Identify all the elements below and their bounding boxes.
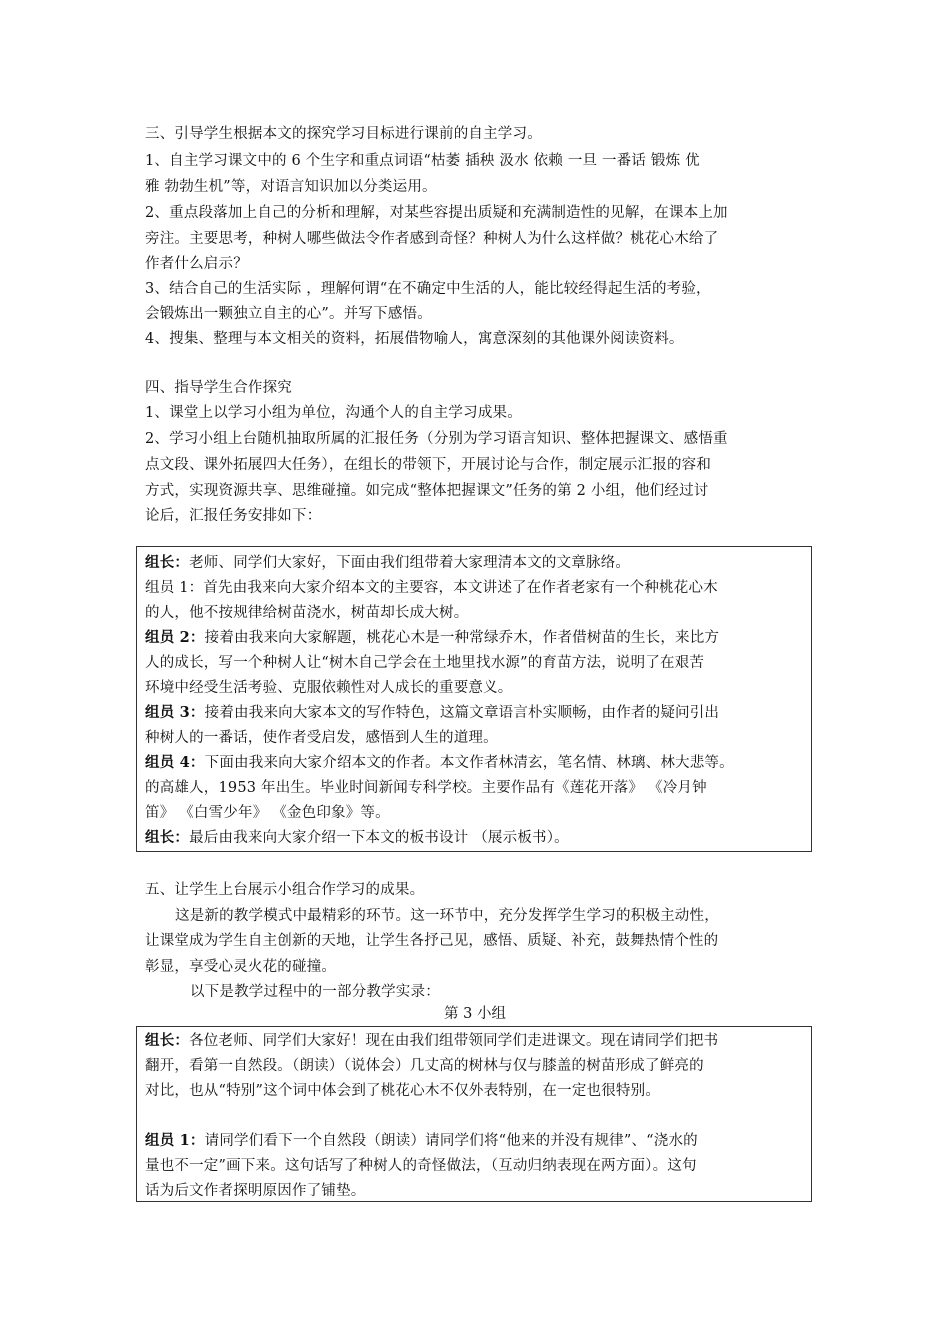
section4-item2-cont: 点文段、课外拓展四大任务），在组长的带领下，开展讨论与合作，制定展示汇报的容和 [145,457,712,473]
box1-row4 [145,703,719,723]
section3-title: 三、引导学生根据本文的探究学习目标进行课前的自主学习。 [145,126,542,142]
section3-item3-cont: 会锻炼出一颗独立自主的心”。并写下感悟。 [145,306,432,322]
box1-row3-cont2: 环境中经受生活考验、克服依赖性对人成长的重要意义。 [145,680,513,696]
box1-row2 [145,578,718,598]
speaker-text: 下面由我来向大家介绍本文的作者。本文作者林清玄，笔名情、林璃、林大悲等。 [204,755,734,771]
box2-row2 [145,1131,698,1151]
speaker-label: 组长： [145,1032,190,1049]
section5-para2: 以下是教学过程中的一部分教学实录： [190,984,440,1000]
speaker-text: 首先由我来向大家介绍本文的主要容，本文讲述了在作者老家有一个种桃花心木 [203,580,718,596]
box2-row1 [145,1031,718,1051]
box1-row5 [145,753,734,773]
section4-item2: 2、学习小组上台随机抽取所属的汇报任务（分别为学习语言知识、整体把握课文、感悟重 [145,431,728,447]
box1-row5-cont: 的高雄人，1953 年出生。毕业时间新闻专科学校。主要作品有《莲花开落》 《冷月钟 [145,780,707,796]
group3-record-box [136,1026,812,1202]
section5-para1: 这是新的教学模式中最精彩的环节。这一环节中，充分发挥学生学习的积极主动性， [175,908,719,924]
section3-item4: 4、搜集、整理与本文相关的资料，拓展借物喻人，寓意深刻的其他课外阅读资料。 [145,331,684,347]
speaker-label: 组员 3： [145,704,205,721]
section5-para1-cont2: 彰显，享受心灵火花的碰撞。 [145,959,337,975]
section5-title: 五、让学生上台展示小组合作学习的成果。 [145,882,425,898]
section4-item1: 1、课堂上以学习小组为单位，沟通个人的自主学习成果。 [145,405,522,421]
section3-item1-cont: 雅 勃勃生机”等，对语言知识加以分类运用。 [145,179,437,195]
box1-row2-cont: 的人，他不按规律给树苗浇水，树苗却长成大树。 [145,605,469,621]
section4-item2-cont3: 论后，汇报任务安排如下： [145,508,322,524]
box1-row4-cont: 种树人的一番话，使作者受启发，感悟到人生的道理。 [145,730,498,746]
speaker-text: 接着由我来向大家本文的写作特色，这篇文章语言朴实顺畅，由作者的疑问引出 [204,705,720,721]
speaker-text: 老师、同学们大家好，下面由我们组带着大家理清本文的文章脉络。 [189,555,631,571]
box1-row6 [145,828,569,848]
speaker-text: 接着由我来向大家解题，桃花心木是一种常绿乔木，作者借树苗的生长，来比方 [204,630,720,646]
section5-para1-cont: 让课堂成为学生自主创新的天地，让学生各抒己见，感悟、质疑、补充，鼓舞热情个性的 [145,933,719,949]
box2-row2-cont: 量也不一定”画下来。这句话写了种树人的奇怪做法，（互动归纳表现在两方面）。这句 [145,1158,697,1174]
speaker-label: 组员 4： [145,754,205,771]
section3-item1: 1、自主学习课文中的 6 个生字和重点词语“枯萎 插秧 汲水 依赖 一旦 一番话 锻炼 优 [145,153,700,169]
section3-item2-cont2: 作者什么启示？ [145,256,248,272]
section3-item2-cont: 旁注。主要思考，种树人哪些做法令作者感到奇怪？种树人为什么这样做？桃花心木给了 [145,231,719,247]
speaker-text: 各位老师、同学们大家好！现在由我们组带领同学们走进课文。现在请同学们把书 [189,1033,719,1049]
section3-item3: 3、结合自己的生活实际 ，理解何谓“在不确定中生活的人，能比较经得起生活的考验， [145,281,711,297]
box2-row1-cont2: 对比，也从“特别”这个词中体会到了桃花心木不仅外表特别，在一定也很特别。 [145,1083,661,1099]
group2-report-box [136,546,812,852]
box2-row2-cont2: 话为后文作者探明原因作了铺垫。 [145,1183,366,1199]
box1-row5-cont2: 笛》 《白雪少年》 《金色印象》等。 [145,805,390,821]
speaker-label: 组员 1： [145,580,204,596]
section4-item2-cont2: 方式，实现资源共享、思维碰撞。如完成“整体把握课文”任务的第 2 小组，他们经过讨 [145,483,709,499]
box1-row3-cont: 人的成长，写一个种树人让“树木自己学会在土地里找水源”的育苗方法，说明了在艰苦 [145,655,705,671]
speaker-label: 组员 2： [145,629,205,646]
section4-title: 四、指导学生合作探究 [145,380,292,396]
speaker-label: 组员 1： [145,1132,205,1149]
group3-title: 第 3 小组 [444,1006,506,1022]
speaker-label: 组长： [145,554,190,571]
section3-item2: 2、重点段落加上自己的分析和理解，对某些容提出质疑和充满制造性的见解，在课本上加 [145,205,728,221]
box1-row1 [145,553,630,573]
box2-row1-cont: 翻开，看第一自然段。（朗读）（说体会）几丈高的树林与仅与膝盖的树苗形成了鲜亮的 [145,1058,704,1074]
speaker-label: 组长： [145,829,190,846]
speaker-text: 最后由我来向大家介绍一下本文的板书设计 （展示板书）。 [189,830,569,846]
box1-row3 [145,628,719,648]
speaker-text: 请同学们看下一个自然段（朗读）请同学们将“他来的并没有规律”、“浇水的 [204,1133,698,1149]
